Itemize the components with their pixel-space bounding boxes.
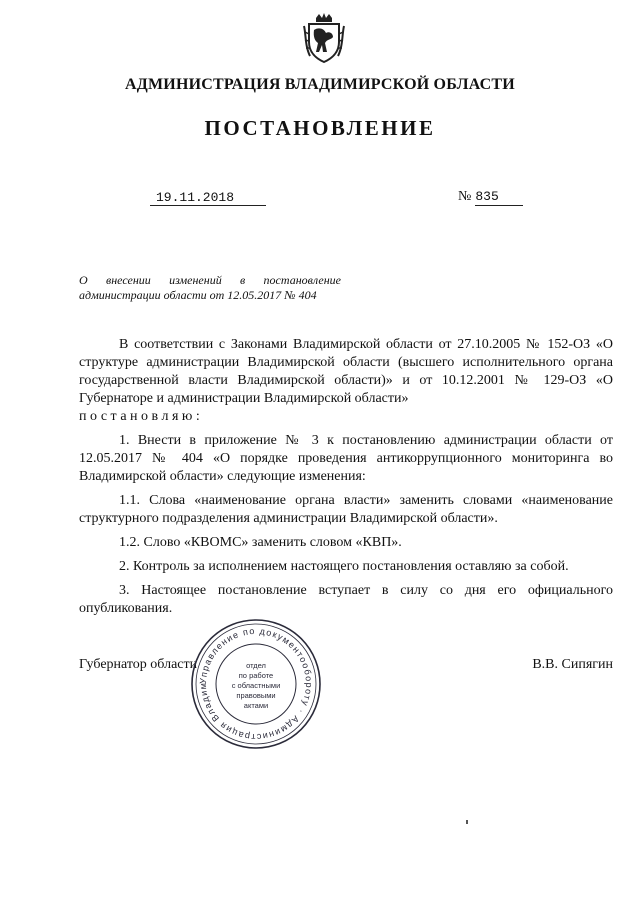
stamp-line-4: правовыми (236, 691, 276, 700)
signatory-name: В.В. Сипягин (532, 657, 613, 672)
signatory-position: Губернатор области (79, 657, 198, 672)
document-number: 835 (475, 188, 523, 206)
subject-line-1: О внесении изменений в постановление (79, 273, 341, 287)
document-number-field (458, 188, 523, 206)
preamble-paragraph (79, 336, 613, 408)
stamp-line-5: актами (243, 701, 269, 710)
item-2: 2. Контроль за исполнением настоящего постановления оставляю за собой. (119, 559, 569, 574)
item-1-2: 1.2. Слово «КВОМС» заменить словом «КВП». (119, 535, 402, 550)
item-3: 3. Настоящее постановление вступает в силу со дня его официального опубликования. (79, 583, 613, 616)
resolve-text: постановляю: (79, 409, 204, 424)
document-body (79, 336, 613, 618)
item-1-1: 1.1. Слова «наименование органа власти» заменить словами «наименование структурного подразделения администрации Владимирской области». (79, 493, 613, 526)
stamp-ring-text: Управление по документообороту · Администрация Владим (197, 625, 315, 743)
stamp-line-3: с областными (231, 681, 281, 690)
office-stamp (189, 617, 323, 751)
item-1: 1. Внести в приложение № 3 к постановлению администрации области от 12.05.2017 № 404 «О порядке проведения антикоррупционного мониторинга во Владимирской области» следующие изменения: (79, 433, 613, 484)
document-type-title: ПОСТАНОВЛЕНИЕ (204, 116, 436, 140)
resolve-paragraph (79, 408, 613, 426)
number-sign: № (458, 189, 472, 204)
subject-line-2: администрации области от 12.05.2017 № 404 (79, 288, 317, 302)
organization-title: АДМИНИСТРАЦИЯ ВЛАДИМИРСКОЙ ОБЛАСТИ (125, 76, 515, 93)
coat-of-arms-icon (302, 12, 346, 64)
stamp-line-1: отдел (246, 661, 266, 670)
stamp-center-text (227, 661, 285, 711)
stamp-line-2: по работе (238, 671, 274, 680)
document-subject (79, 273, 341, 303)
scan-mark (466, 820, 468, 824)
document-date: 19.11.2018 (150, 190, 266, 206)
preamble-text: В соответствии с Законами Владимирской области от 27.10.2005 № 152-ОЗ «О структуре администрации Владимирской области (высшего исполнительного органа государственной власти Владимирской области)» и от 10.12.2001 № 129-ОЗ «О Губернаторе и администрации Владимирской области» (79, 337, 613, 406)
